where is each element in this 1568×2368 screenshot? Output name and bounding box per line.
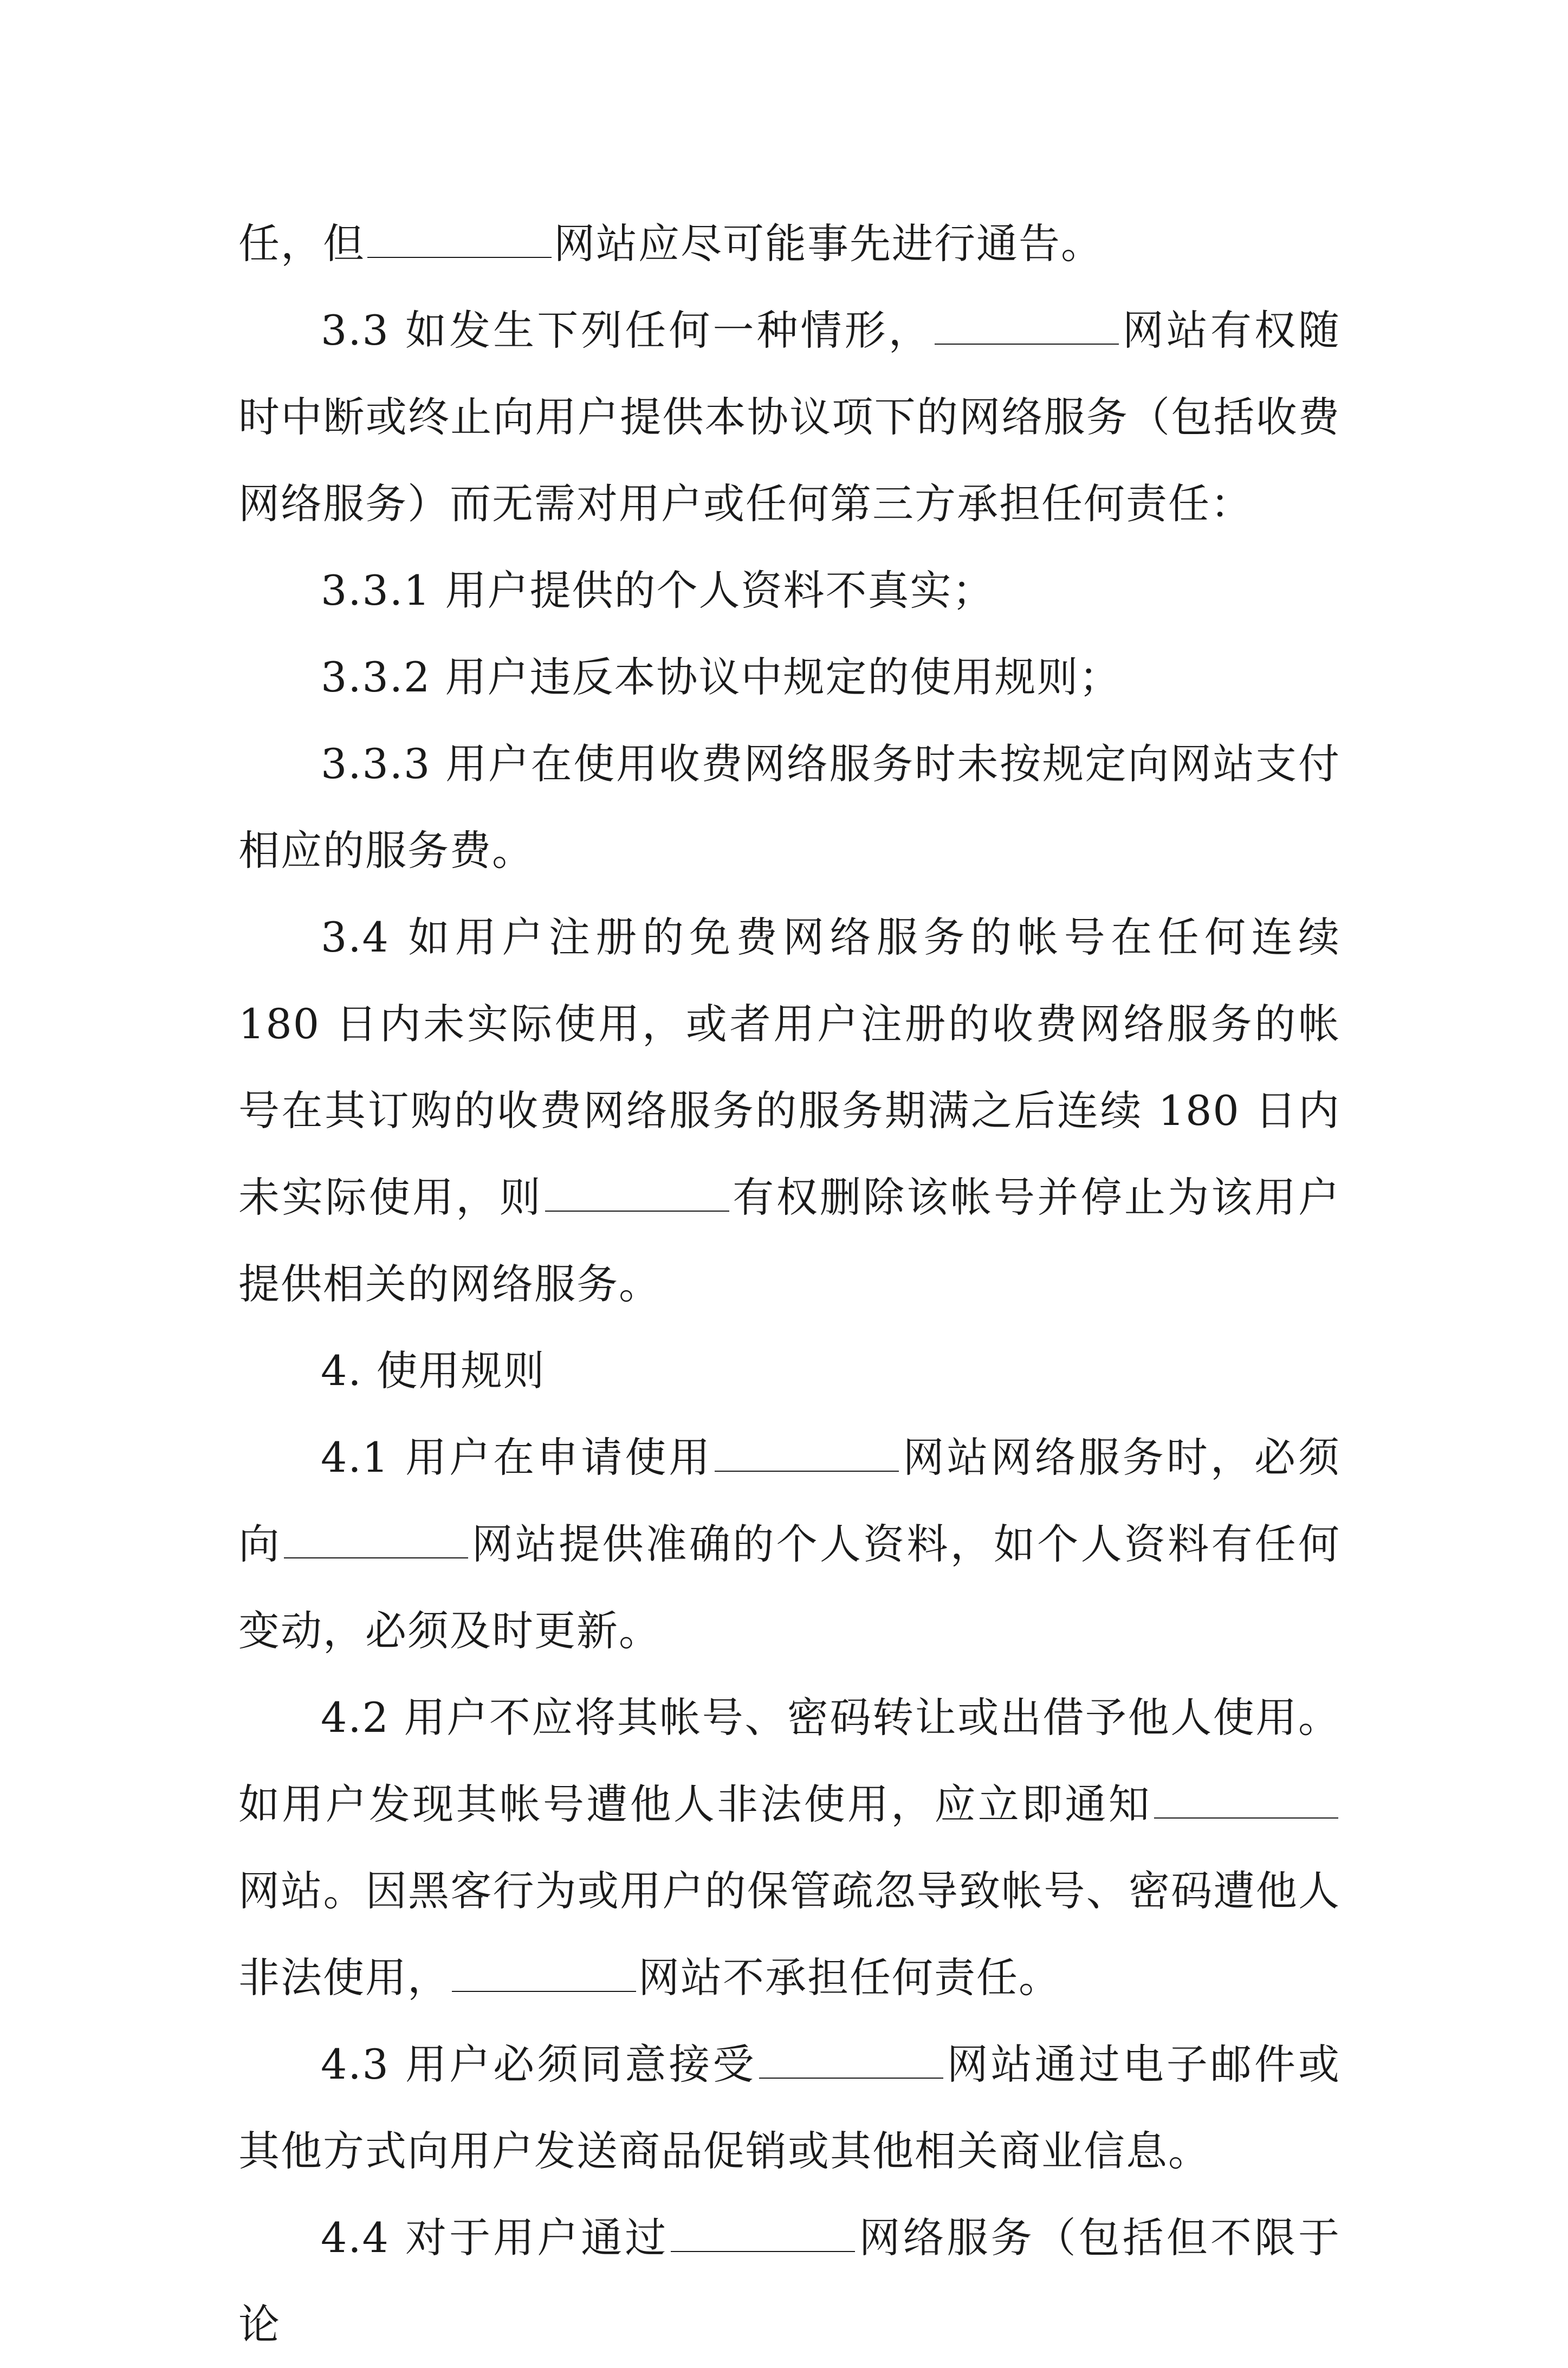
fill-in-blank <box>715 1438 899 1472</box>
fill-in-blank <box>284 1525 468 1558</box>
text-segment: 网站应尽可能事先进行通告。 <box>554 219 1103 268</box>
text-segment: 4.1 用户在申请使用 <box>321 1433 713 1481</box>
text-segment: 3.3.3 用户在使用收费网络服务时未按规定向网站支付相应的服务费。 <box>238 740 1340 875</box>
paragraph-3-2-continued <box>238 200 1340 287</box>
section-heading-4 <box>238 1328 1340 1414</box>
text-segment: 3.3 如发生下列任何一种情形， <box>321 306 932 354</box>
document-body <box>238 200 1340 2368</box>
paragraph-4-1 <box>238 1414 1340 1674</box>
fill-in-blank <box>545 1178 729 1212</box>
paragraph-4-4 <box>238 2195 1340 2368</box>
fill-in-blank <box>759 2045 943 2079</box>
text-segment: 3.4 如用户注册的免费网络服务的帐号在任何连续 180 日内未实际使用，或者用户注册的收费网络服务的帐号在其订购的收费网络服务的服务期满之后连续 180 日内未实际使用，则 <box>238 913 1340 1221</box>
text-segment: 4. 使用规则 <box>321 1347 546 1395</box>
text-segment: 4.2 用户不应将其帐号、密码转让或出借予他人使用。如用户发现其帐号遭他人非法使用，应立即通知 <box>238 1693 1340 1828</box>
paragraph-3-3 <box>238 287 1340 547</box>
fill-in-blank <box>935 311 1119 345</box>
text-segment: 4.4 对于用户通过 <box>321 2214 669 2262</box>
paragraph-3-4 <box>238 894 1340 1328</box>
paragraph-4-2 <box>238 1674 1340 2021</box>
paragraph-3-3-3 <box>238 721 1340 894</box>
text-segment: 网络服务（包括但不限于论 <box>238 2214 1340 2348</box>
paragraph-3-3-2 <box>238 634 1340 721</box>
text-segment: 网站不承担任何责任。 <box>638 1953 1061 2002</box>
text-segment: 3.3.1 用户提供的个人资料不真实； <box>321 566 995 614</box>
fill-in-blank <box>452 1958 636 1992</box>
text-segment: 网站提供准确的个人资料，如个人资料有任何变动，必须及时更新。 <box>238 1520 1341 1655</box>
text-segment: 任，但 <box>238 219 365 268</box>
text-segment: 网站。因黑客行为或用户的保管疏忽导致帐号、密码遭他人非法使用， <box>238 1867 1340 2002</box>
text-segment: 4.3 用户必须同意接受 <box>321 2040 757 2088</box>
text-segment: 网站有权随时中断或终止向用户提供本协议项下的网络服务（包括收费网络服务）而无需对用户或任何第三方承担任何责任： <box>238 306 1341 528</box>
fill-in-blank <box>671 2218 855 2252</box>
fill-in-blank <box>1154 1785 1338 1819</box>
text-segment: 网站网络服务时，必须向 <box>238 1433 1341 1568</box>
paragraph-4-3 <box>238 2021 1340 2195</box>
text-segment: 3.3.2 用户违反本协议中规定的使用规则； <box>321 653 1122 701</box>
paragraph-3-3-1 <box>238 547 1340 634</box>
fill-in-blank <box>367 224 552 258</box>
text-segment: 有权删除该帐号并停止为该用户提供相关的网络服务。 <box>238 1173 1340 1308</box>
text-segment: 网站通过电子邮件或其他方式向用户发送商品促销或其他相关商业信息。 <box>238 2040 1340 2175</box>
